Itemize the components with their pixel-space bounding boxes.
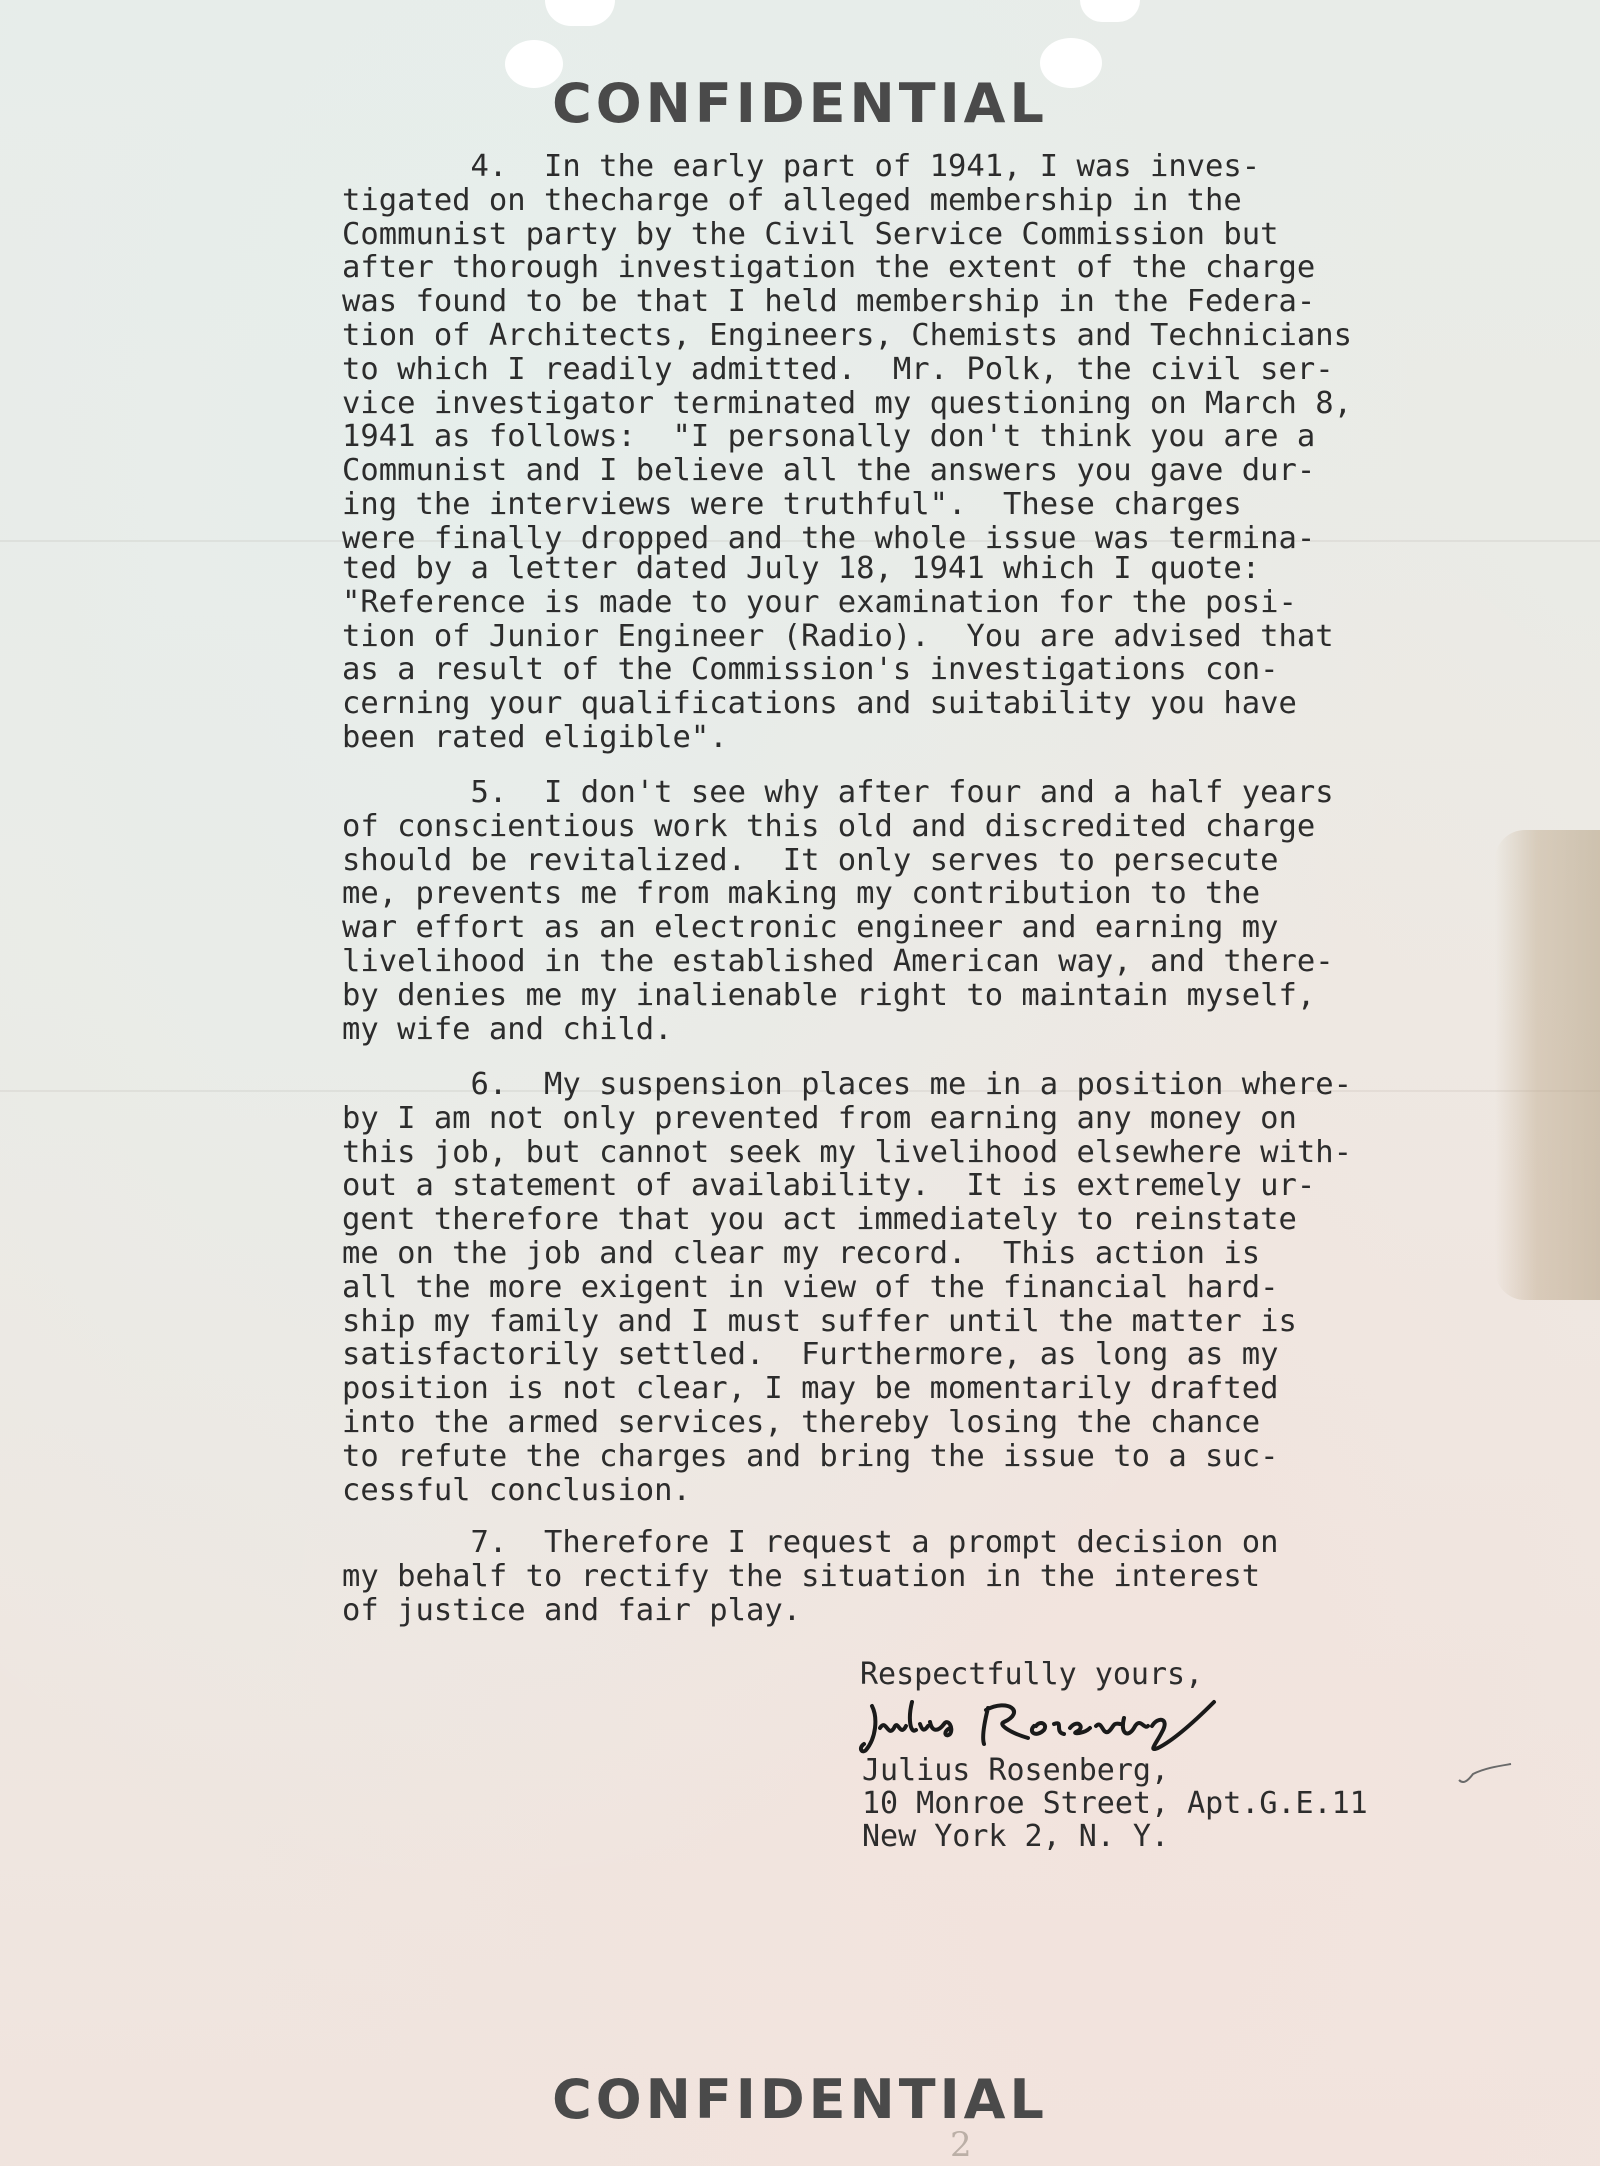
paragraph-4-continued: ted by a letter dated July 18, 1941 which I quote: "Reference is made to your examination for the posi- tion of Junior Engineer (Radio). You are advised that as a result of the Commission's investigations con- cerning your qualifications and suitability you have been rated eligible". — [342, 551, 1334, 755]
paragraph-7: 7. Therefore I request a prompt decision on my behalf to rectify the situation in the interest of justice and fair play. — [342, 1525, 1279, 1628]
confidential-stamp-bottom: CONFIDENTIAL — [552, 2068, 1048, 2131]
paragraph-6: 6. My suspension places me in a position where- by I am not only prevented from earning any money on this job, but cannot seek my livelihood elsewhere with- out a statement of availability. It is extremely ur- gent therefore that you act immediately to reinstate me on the job and clear my record. This action is all the more exigent in view of the financial hard- ship my family and I must suffer until the matter is satisfactorily settled. Furthermore, as long as my position is not clear, I may be momentarily drafted into the armed services, thereby losing the chance to refute the charges and bring the issue to a suc- cessful conclusion. — [342, 1067, 1352, 1508]
page-number: 2 — [950, 2125, 972, 2165]
torn-edge — [1080, 0, 1140, 22]
closing-salutation: Respectfully yours, — [860, 1657, 1204, 1692]
check-mark — [1455, 1760, 1515, 1790]
paper-stain — [1495, 830, 1600, 1300]
confidential-stamp-top: CONFIDENTIAL — [552, 72, 1048, 135]
paragraph-5: 5. I don't see why after four and a half years of conscientious work this old and discredited charge should be revitalized. It only serves to persecute me, prevents me from making my contribution to the war effort as an electronic engineer and earning my livelihood in the established American way, and there- by denies me my inalienable right to maintain myself, my wife and child. — [342, 775, 1334, 1047]
handwritten-signature — [858, 1688, 1278, 1758]
paragraph-4: 4. In the early part of 1941, I was inves- tigated on thecharge of alleged membership in the Communist party by the Civil Service Commission but after thorough investigation the extent of the charge was found to be that I held membership in the Federa- tion of Architects, Engineers, Chemists and Technicians to which I readily admitted. Mr. Polk, the civil ser- vice investigator terminated my questioning on March 8, 1941 as follows: "I personally don't think you are a Communist and I believe all the answers you gave dur- ing the interviews were truthful". These charges were finally dropped and the whole issue was termina- — [342, 149, 1352, 556]
signature-block: Julius Rosenberg, 10 Monroe Street, Apt.G.E.11 New York 2, N. Y. — [862, 1753, 1368, 1854]
torn-edge — [545, 0, 615, 26]
